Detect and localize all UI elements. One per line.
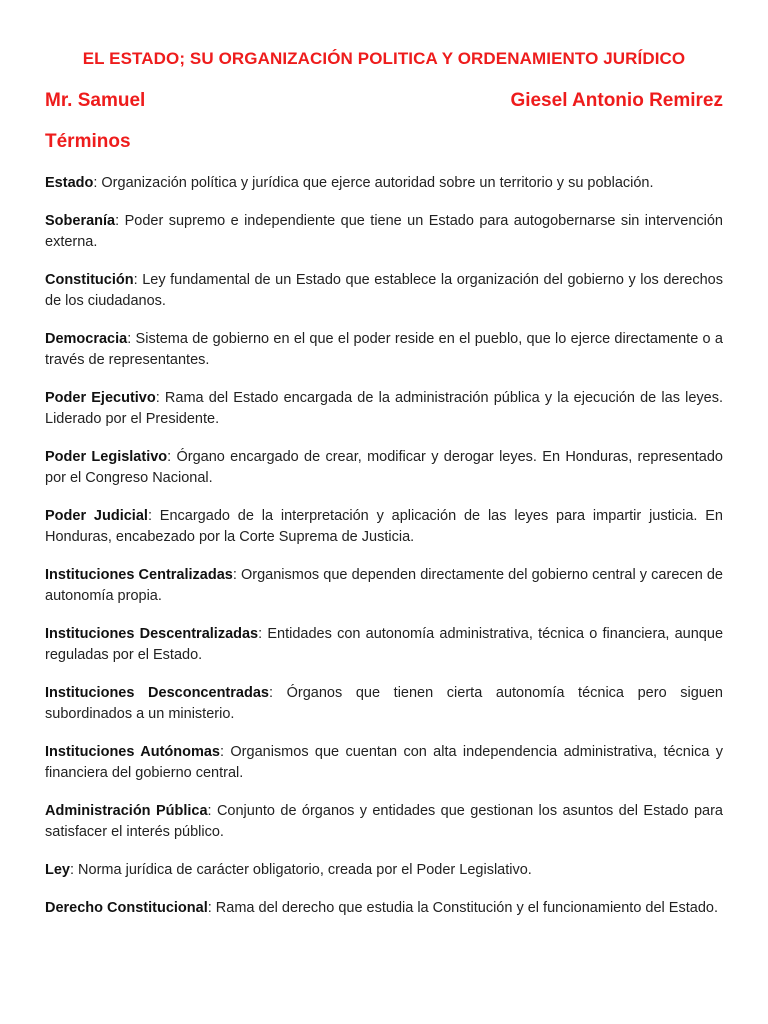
term-item: [45, 742, 723, 784]
author-line: [45, 88, 723, 114]
term-item: [45, 898, 723, 919]
term-item: [45, 211, 723, 253]
term-item: [45, 447, 723, 489]
term-definition: : Órganos que tienen cierta autonomía técnica pero siguen subordinados a un ministerio.: [45, 685, 723, 722]
term-item: [45, 860, 723, 881]
term-item: [45, 173, 723, 194]
term-word: Poder Ejecutivo: [45, 390, 156, 406]
term-item: [45, 565, 723, 607]
student-name: Giesel Antonio Remirez: [510, 90, 723, 111]
term-definition: : Rama del derecho que estudia la Constitución y el funcionamiento del Estado.: [207, 900, 718, 916]
term-word: Instituciones Desconcentradas: [45, 685, 269, 701]
term-definition: : Rama del Estado encargada de la administración pública y la ejecución de las leyes. Liderado por el Presidente.: [45, 390, 723, 427]
term-definition: : Poder supremo e independiente que tiene un Estado para autogobernarse sin intervención externa.: [45, 213, 723, 250]
term-word: Democracia: [45, 331, 128, 347]
term-definition: : Organización política y jurídica que ejerce autoridad sobre un territorio y su población.: [93, 175, 654, 191]
term-definition: : Entidades con autonomía administrativa, técnica o financiera, aunque reguladas por el Estado.: [45, 626, 724, 663]
term-word: Soberanía: [45, 213, 116, 229]
term-word: Instituciones Autónomas: [45, 744, 221, 760]
term-word: Constitución: [45, 272, 134, 288]
terms-list: [45, 173, 723, 919]
term-word: Estado: [45, 175, 94, 191]
term-definition: : Norma jurídica de carácter obligatorio, creada por el Poder Legislativo.: [70, 862, 532, 878]
term-item: [45, 388, 723, 430]
term-word: Administración Pública: [45, 803, 208, 819]
term-item: [45, 270, 723, 312]
term-definition: : Órgano encargado de crear, modificar y derogar leyes. En Honduras, representado por el Congreso Nacional.: [45, 449, 723, 486]
term-definition: : Sistema de gobierno en el que el poder reside en el pueblo, que lo ejerce directamente o a través de representantes.: [45, 331, 723, 368]
section-heading: Términos: [45, 131, 131, 152]
term-item: [45, 624, 723, 666]
term-item: [45, 329, 723, 371]
term-definition: : Encargado de la interpretación y aplicación de las leyes para impartir justicia. En Honduras, encabezado por la Corte Suprema de Justicia.: [45, 508, 723, 545]
term-word: Ley: [45, 862, 70, 878]
term-word: Derecho Constitucional: [45, 900, 208, 916]
term-word: Poder Judicial: [45, 508, 148, 524]
term-definition: : Conjunto de órganos y entidades que gestionan los asuntos del Estado para satisfacer el interés público.: [45, 803, 723, 840]
term-word: Poder Legislativo: [45, 449, 168, 465]
term-definition: : Organismos que dependen directamente del gobierno central y carecen de autonomía propia.: [45, 567, 724, 604]
term-item: [45, 801, 723, 843]
term-item: [45, 683, 723, 725]
term-item: [45, 506, 723, 548]
teacher-name: Mr. Samuel: [45, 90, 146, 111]
term-definition: : Organismos que cuentan con alta independencia administrativa, técnica y financiera del gobierno central.: [45, 744, 724, 781]
document-title: EL ESTADO; SU ORGANIZACIÓN POLITICA Y ORDENAMIENTO JURÍDICO: [82, 49, 686, 68]
term-definition: : Ley fundamental de un Estado que establece la organización del gobierno y los derechos de los ciudadanos.: [45, 272, 723, 309]
term-word: Instituciones Descentralizadas: [45, 626, 259, 642]
term-word: Instituciones Centralizadas: [45, 567, 233, 583]
